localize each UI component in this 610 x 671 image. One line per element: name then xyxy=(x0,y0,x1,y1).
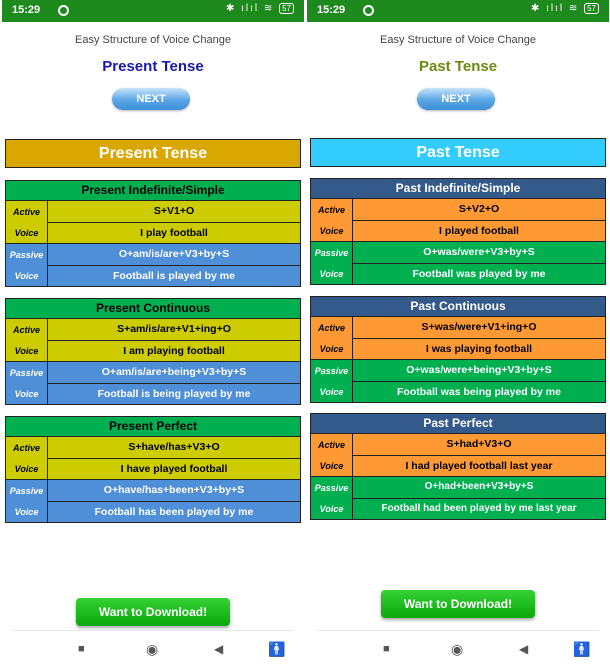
active-structure: S+am/is/are+V1+ing+O xyxy=(48,319,300,340)
past-tense-screen xyxy=(307,0,609,671)
active-voice-row xyxy=(311,199,605,242)
active-voice-label: Active Voice xyxy=(6,437,48,479)
passive-structure: O+had+been+V3+by+S xyxy=(353,477,605,498)
tense-banner: Present Tense xyxy=(5,139,301,168)
active-voice-row xyxy=(6,201,300,244)
past-continuous-table xyxy=(310,296,606,403)
notification-circle-icon xyxy=(58,5,69,16)
nav-bar xyxy=(317,630,599,666)
download-button[interactable]: Want to Download! xyxy=(76,598,230,626)
active-structure: S+have/has+V3+O xyxy=(48,437,300,458)
status-time: 15:29 xyxy=(317,4,346,16)
back-icon[interactable]: ◀ xyxy=(519,642,529,656)
home-icon[interactable]: ◉ xyxy=(146,641,159,657)
present-continuous-table xyxy=(5,298,301,405)
active-example: I was playing football xyxy=(353,338,605,359)
passive-voice-label: Passive Voice xyxy=(311,360,353,402)
active-voice-label: Active Voice xyxy=(311,199,353,241)
battery-icon: 57 xyxy=(279,3,294,14)
recents-icon[interactable]: ■ xyxy=(383,643,390,655)
passive-example: Football had been played by me last year xyxy=(353,498,605,519)
section-title: Past Continuous xyxy=(311,297,605,317)
passive-voice-label: Passive Voice xyxy=(311,242,353,284)
active-voice-row xyxy=(311,434,605,477)
download-button[interactable]: Want to Download! xyxy=(381,590,535,618)
past-indefinite-table xyxy=(310,178,606,285)
active-voice-label: Active Voice xyxy=(6,319,48,361)
active-voice-row xyxy=(311,317,605,360)
section-title: Past Indefinite/Simple xyxy=(311,179,605,199)
active-voice-label: Active Voice xyxy=(311,434,353,476)
passive-voice-row xyxy=(311,242,605,284)
active-structure: S+had+V3+O xyxy=(353,434,605,455)
tense-heading: Present Tense xyxy=(102,58,204,75)
status-icons xyxy=(531,3,599,14)
passive-voice-row xyxy=(6,480,300,522)
active-voice-label: Active Voice xyxy=(6,201,48,243)
status-bar xyxy=(2,0,304,22)
passive-structure: O+was/were+V3+by+S xyxy=(353,242,605,263)
section-title: Past Perfect xyxy=(311,414,605,434)
passive-structure: O+have/has+been+V3+by+S xyxy=(48,480,300,501)
active-example: I have played football xyxy=(48,458,300,479)
active-example: I played football xyxy=(353,220,605,241)
past-perfect-table xyxy=(310,413,606,520)
present-tense-screen xyxy=(2,0,304,671)
passive-example: Football has been played by me xyxy=(48,501,300,522)
passive-example: Football was played by me xyxy=(353,263,605,284)
app-title: Easy Structure of Voice Change xyxy=(75,34,231,46)
passive-voice-label: Passive Voice xyxy=(6,362,48,404)
next-button[interactable]: NEXT xyxy=(112,88,190,110)
accessibility-icon[interactable]: 🚹 xyxy=(573,641,591,657)
present-indefinite-table xyxy=(5,180,301,287)
section-title: Present Continuous xyxy=(6,299,300,319)
passive-example: Football was being played by me xyxy=(353,381,605,402)
active-example: I am playing football xyxy=(48,340,300,361)
active-structure: S+V2+O xyxy=(353,199,605,220)
accessibility-icon[interactable]: 🚹 xyxy=(268,641,286,657)
signal-icons: ✱ ılıl ≋ xyxy=(530,3,580,14)
tense-banner: Past Tense xyxy=(310,138,606,167)
back-icon[interactable]: ◀ xyxy=(214,642,224,656)
tense-heading: Past Tense xyxy=(418,58,498,75)
active-structure: S+was/were+V1+ing+O xyxy=(353,317,605,338)
active-structure: S+V1+O xyxy=(48,201,300,222)
signal-icons: ✱ ılıl ≋ xyxy=(225,3,275,14)
status-bar xyxy=(307,0,609,22)
passive-voice-row xyxy=(311,360,605,402)
status-icons xyxy=(226,3,294,14)
nav-bar xyxy=(12,630,294,666)
home-icon[interactable]: ◉ xyxy=(451,641,464,657)
app-title: Easy Structure of Voice Change xyxy=(380,34,536,46)
passive-voice-row xyxy=(6,362,300,404)
present-perfect-table xyxy=(5,416,301,523)
passive-structure: O+was/were+being+V3+by+S xyxy=(353,360,605,381)
notification-circle-icon xyxy=(363,5,374,16)
status-time: 15:29 xyxy=(12,4,41,16)
recents-icon[interactable]: ■ xyxy=(78,643,85,655)
passive-structure: O+am/is/are+being+V3+by+S xyxy=(48,362,300,383)
battery-icon: 57 xyxy=(584,3,599,14)
active-voice-label: Active Voice xyxy=(311,317,353,359)
passive-example: Football is being played by me xyxy=(48,383,300,404)
passive-example: Football is played by me xyxy=(48,265,300,286)
active-voice-row xyxy=(6,437,300,480)
passive-voice-label: Passive Voice xyxy=(6,244,48,286)
passive-voice-row xyxy=(6,244,300,286)
passive-voice-row xyxy=(311,477,605,519)
passive-voice-label: Passive Voice xyxy=(311,477,353,519)
passive-voice-label: Passive Voice xyxy=(6,480,48,522)
next-button[interactable]: NEXT xyxy=(417,88,495,110)
active-example: I play football xyxy=(48,222,300,243)
active-example: I had played football last year xyxy=(353,455,605,476)
passive-structure: O+am/is/are+V3+by+S xyxy=(48,244,300,265)
section-title: Present Indefinite/Simple xyxy=(6,181,300,201)
section-title: Present Perfect xyxy=(6,417,300,437)
active-voice-row xyxy=(6,319,300,362)
